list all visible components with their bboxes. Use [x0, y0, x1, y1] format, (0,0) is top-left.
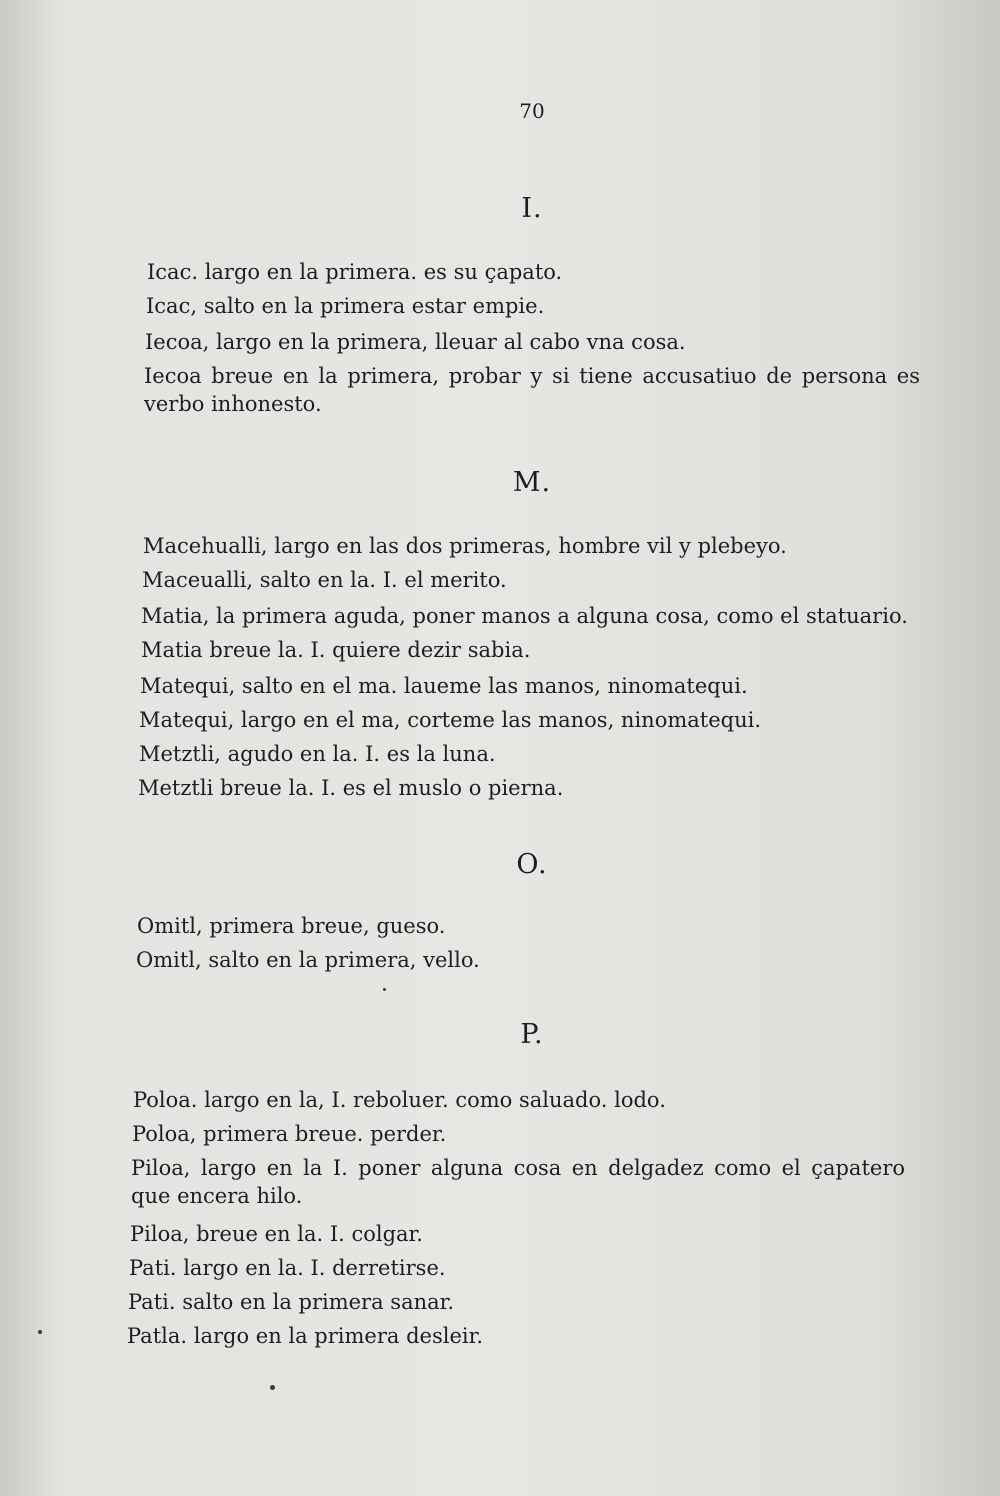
entry-text: Patla. largo en la primera desleir. [127, 1324, 483, 1348]
page-number: 70 [519, 99, 545, 123]
entry-text: Poloa. largo en la, I. reboluer. como saluado. lodo. [133, 1088, 666, 1112]
entry-text: Matia, la primera aguda, poner manos a alguna cosa, como el statuario. [141, 604, 908, 628]
entry-text: Omitl, primera breue, gueso. [137, 914, 446, 938]
entry-text: Piloa, breue en la. I. colgar. [130, 1222, 423, 1246]
entry-text: Piloa, largo en la I. poner alguna cosa en delgadez como el çapatero que encera hilo. [131, 1156, 905, 1208]
entry-text: Omitl, salto en la primera, vello. [136, 948, 480, 972]
entry-text: Matequi, largo en el ma, corteme las manos, ninomatequi. [139, 708, 762, 732]
section-heading-p: P. [520, 1019, 544, 1050]
ink-speck [270, 1385, 275, 1390]
entry-text: Metztli, agudo en la. I. es la luna. [139, 742, 496, 766]
entry-text: Poloa, primera breue. perder. [132, 1122, 447, 1146]
entry-text: Macehualli, largo en las dos primeras, hombre vil y plebeyo. [143, 534, 787, 558]
entry-text: Pati. largo en la. I. derretirse. [129, 1256, 446, 1280]
entry-text: Matia breue la. I. quiere dezir sabia. [141, 638, 531, 662]
entry-text: Iecoa breue en la primera, probar y si tiene accusatiuo de persona es verbo inhonesto. [144, 364, 920, 416]
ink-speck [38, 1330, 42, 1334]
entry-text: Pati. salto en la primera sanar. [128, 1290, 455, 1314]
entry-text: Maceualli, salto en la. I. el merito. [142, 568, 507, 592]
section-heading-o: O. [516, 849, 548, 880]
entry-text: Metztli breue la. I. es el muslo o pierna. [138, 776, 564, 800]
entry-text: Matequi, salto en el ma. laueme las manos, ninomatequi. [140, 674, 748, 698]
ink-speck [383, 988, 386, 991]
section-heading-m: M. [512, 467, 552, 498]
entry-text: Iecoa, largo en la primera, lleuar al cabo vna cosa. [145, 330, 686, 354]
entry-text: Icac. largo en la primera. es su çapato. [147, 260, 563, 284]
entry-text: Icac, salto en la primera estar empie. [146, 294, 545, 318]
section-heading-i: I. [521, 193, 543, 224]
